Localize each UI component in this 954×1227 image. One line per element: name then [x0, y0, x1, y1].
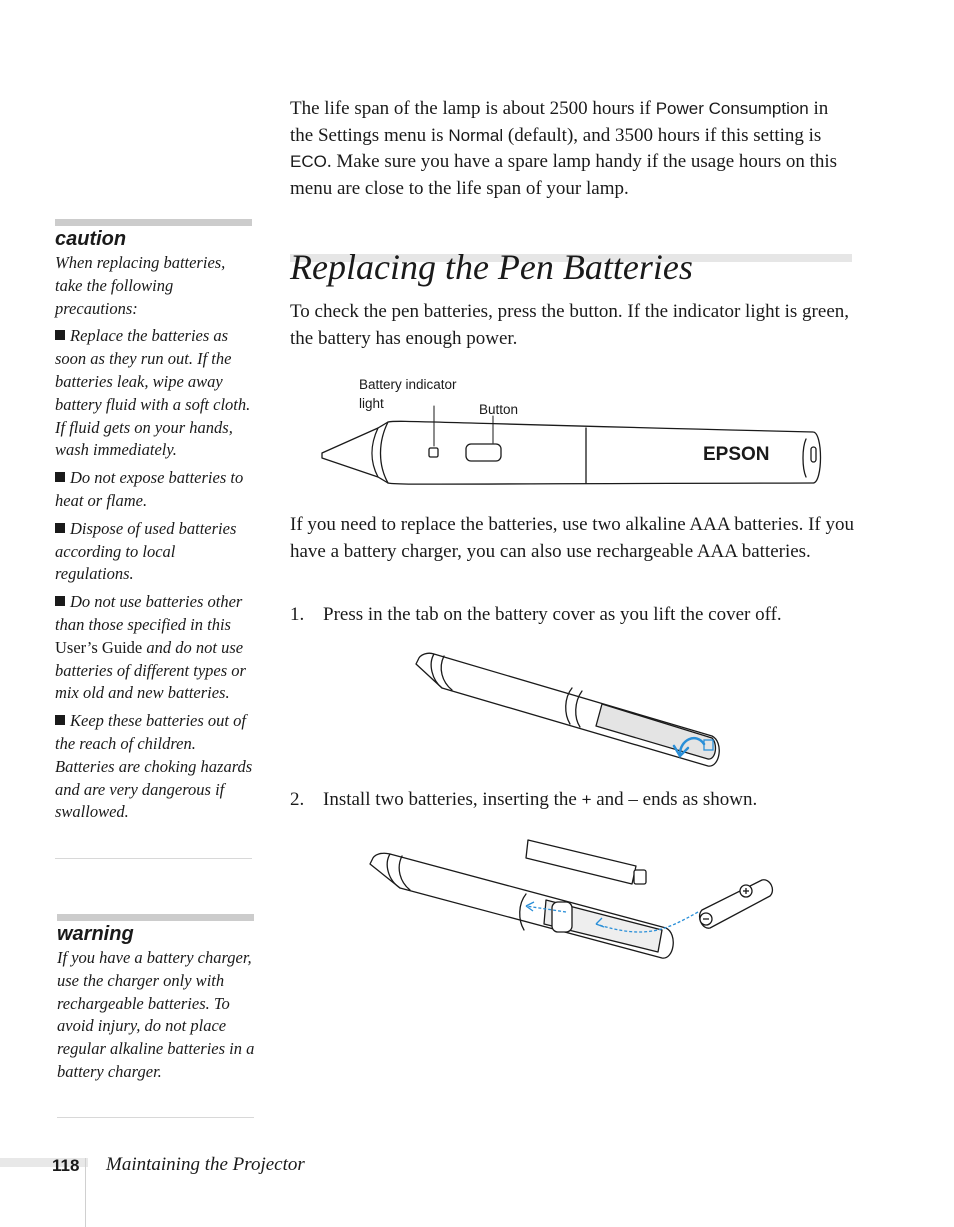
square-bullet-icon: [55, 523, 65, 533]
plus-symbol: +: [581, 790, 592, 809]
intro-text-3: (default), and 3500 hours if this setting is: [503, 124, 822, 146]
square-bullet-icon: [55, 715, 65, 725]
callout-button: Button: [479, 402, 519, 417]
users-guide-title: User’s Guide: [55, 637, 143, 657]
step-2-text-pre: Install two batteries, inserting the: [323, 789, 582, 810]
caution-bullet-2: [55, 467, 255, 513]
step-1-number: 1.: [290, 604, 305, 625]
footer-divider: [85, 1158, 86, 1227]
caution-bar: [55, 219, 252, 226]
step-2-text-post: and – ends as shown.: [591, 789, 758, 810]
warning-title: warning: [57, 923, 134, 945]
square-bullet-icon: [55, 330, 65, 340]
pen-cover-figure: [412, 646, 732, 776]
intro-text-2: in the Settings menu is: [290, 98, 829, 146]
caution-bullet-1: [55, 325, 255, 462]
battery-install-figure: [366, 834, 782, 968]
ui-term-normal: Normal: [448, 125, 504, 145]
ui-term-power-consumption: Power Consumption: [655, 99, 809, 118]
page-number: 118: [52, 1156, 80, 1175]
footer-section-title: Maintaining the Projector: [106, 1154, 305, 1175]
caution-bullet-1-text: Replace the batteries as soon as they run out. If the batteries leak, wipe away battery fluid with a soft cloth. If fluid gets on your hands, wash immediately.: [55, 326, 251, 460]
caution-body: [55, 252, 255, 824]
section-heading: Replacing the Pen Batteries: [290, 247, 693, 287]
caution-bullet-4-text-post: and do not use batteries of different types or mix old and new batteries.: [55, 637, 246, 703]
step-1-text: Press in the tab on the battery cover as you lift the cover off.: [323, 604, 782, 625]
caution-bullet-2-text: Do not expose batteries to heat or flame.: [55, 468, 244, 510]
warning-body: If you have a battery charger, use the charger only with rechargeable batteries. To avoid injury, do not place regular alkaline batteries in a battery charger.: [57, 948, 255, 1081]
replace-batteries-paragraph: If you need to replace the batteries, use two alkaline AAA batteries. If you have a battery charger, you can also use rechargeable AAA batteries.: [290, 514, 854, 562]
caution-bullet-4-text-pre: Do not use batteries other than those specified in this: [55, 592, 243, 634]
caution-intro: When replacing batteries, take the following precautions:: [55, 253, 226, 318]
ui-term-eco: ECO: [290, 152, 327, 171]
caution-bullet-5: [55, 710, 255, 824]
square-bullet-icon: [55, 596, 65, 606]
check-batteries-paragraph: To check the pen batteries, press the button. If the indicator light is green, the battery has enough power.: [290, 301, 849, 349]
step-2: [290, 787, 757, 813]
intro-paragraph: [290, 96, 855, 202]
intro-text-4: . Make sure you have a spare lamp handy if the usage hours on this menu are close to the life span of your lamp.: [290, 151, 838, 199]
epson-brand-text: EPSON: [703, 444, 770, 465]
callout-battery-indicator: Battery indicator light: [359, 377, 457, 411]
caution-bullet-5-text: Keep these batteries out of the reach of children. Batteries are choking hazards and are very dangerous if swallowed.: [55, 711, 253, 822]
warning-bar: [57, 914, 254, 921]
square-bullet-icon: [55, 472, 65, 482]
warning-end-rule: [57, 1117, 254, 1118]
caution-bullet-4: [55, 591, 255, 705]
intro-text-1: The life span of the lamp is about 2500 hours if: [290, 98, 656, 119]
caution-end-rule: [55, 858, 252, 859]
caution-bullet-3: [55, 518, 255, 586]
step-2-number: 2.: [290, 789, 305, 810]
step-1: [290, 602, 782, 628]
caution-bullet-3-text: Dispose of used batteries according to local regulations.: [55, 518, 237, 584]
caution-title: caution: [55, 228, 127, 250]
